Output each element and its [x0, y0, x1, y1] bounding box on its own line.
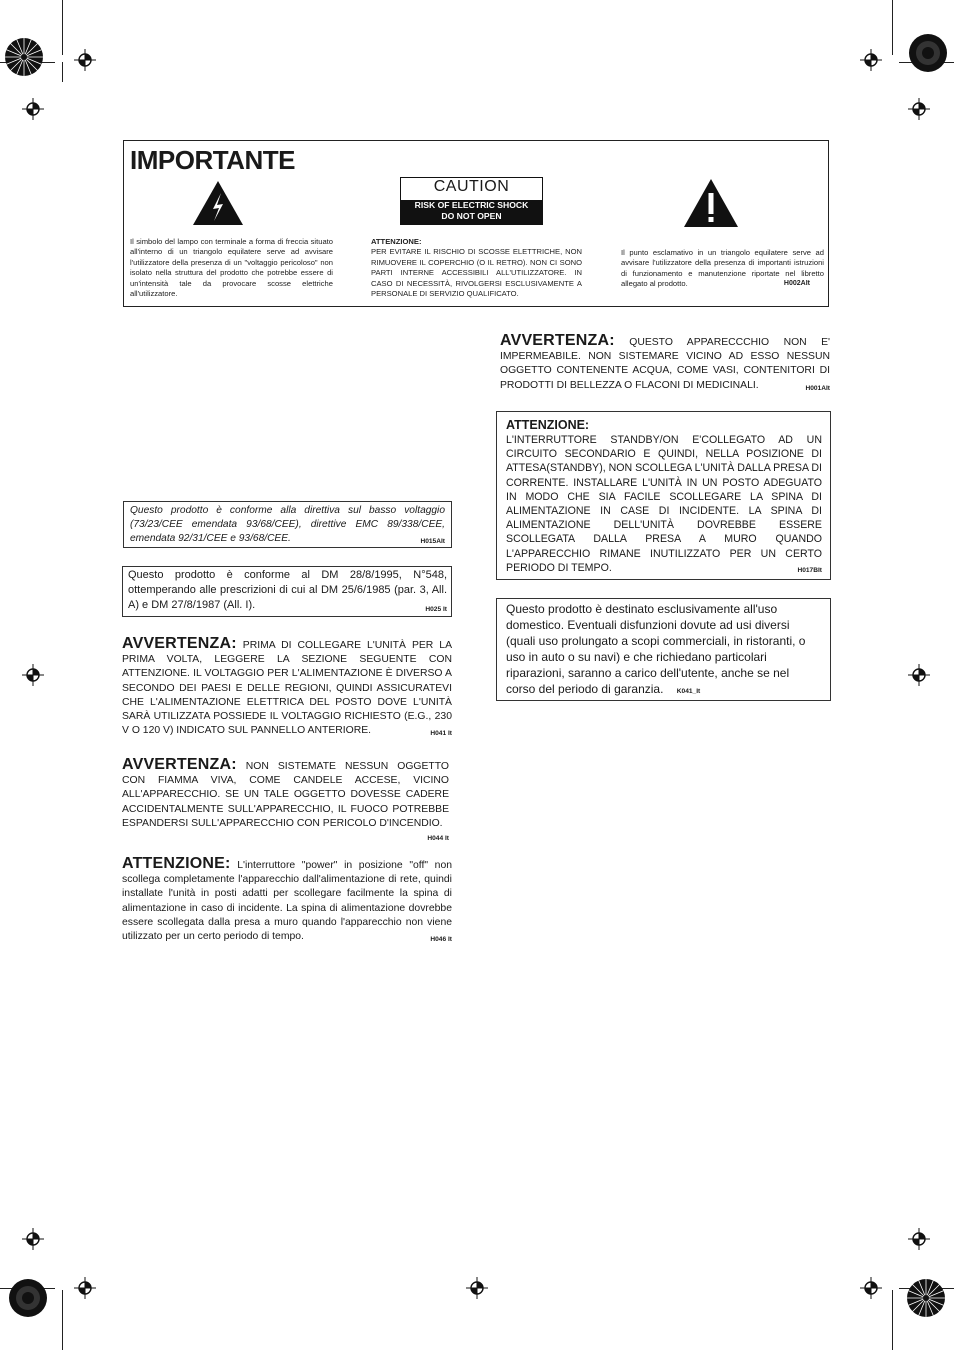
- attention-text: PER EVITARE IL RISCHIO DI SCOSSE ELETTRICHE, NON RIMUOVERE IL COPERCHIO (O IL RETRO). NON CI SONO PARTI INTERNE ACCESSIBILI ALL'UTILIZZATORE. IN CASO DI NECESSITÀ, RIVOLGERSI ESCLUSIVAMENTE A PERSONALE DI SERVIZIO QUALIFICATO.: [371, 247, 582, 299]
- flame-warning: AVVERTENZA: NON SISTEMATE NESSUN OGGETTO CON FIAMMA VIVA, COME CANDELE ACCESE, VICINO ALL'APPARECCHIO. SE UN TALE OGGETTO DOVESSE CADERE ACCIDENTALMENTE SULL'APPARECCHIO, IL FUOCO POTREBBE ESPANDERSI SULL'APPARECCHIO CON PERICOLO D'INCENDIO. H044 It: [122, 756, 449, 843]
- warning-lead: AVVERTENZA:: [500, 332, 615, 349]
- code-tag: H001AIt: [805, 384, 830, 392]
- registration-mark-icon: [22, 1228, 44, 1250]
- water-warning: AVVERTENZA: QUESTO APPARECCCHIO NON E' IMPERMEABILE. NON SISTEMARE VICINO AD ESSO NESSUN OGGETTO CONTENENTE ACQUA, COME VASI, CONTENITORI DI PRODOTTI DI BELLEZZA O FLACONI DI MEDICINALI. H001AIt: [500, 334, 830, 396]
- code-tag: H046 It: [430, 936, 452, 944]
- attention-explanation: [371, 237, 582, 299]
- code-tag: H002AIt: [783, 280, 810, 288]
- lightning-warning-icon: [192, 180, 244, 226]
- code-tag: H025 It: [425, 606, 447, 613]
- starburst-mark-icon: [906, 1278, 946, 1318]
- exclamation-warning-icon: [683, 178, 739, 228]
- code-tag: H017BIt: [797, 566, 822, 574]
- lightning-explanation: Il simbolo del lampo con terminale a forma di freccia situato all'interno di un triangolo equilatere serve ad avvisare l'utilizzatore della presenza di un "voltaggio pericoloso" non isolato nella struttura del prodotto che potrebbe essere di un'intensità tale da provocare scosse elettriche all'utilizzatore.: [130, 237, 333, 299]
- low-voltage-notice: Questo prodotto è conforme alla direttiva sul basso voltaggio (73/23/CEE emendata 93/68/CEE), direttive EMC 89/338/CEE, emendata 92/31/CEE e 93/68/CEE. H015AIt: [130, 504, 445, 548]
- registration-mark-icon: [22, 98, 44, 120]
- registration-mark-icon: [74, 1277, 96, 1299]
- registration-mark-icon: [860, 49, 882, 71]
- domestic-use-notice: Questo prodotto è destinato esclusivamente all'uso domestico. Eventuali disfunzioni dovute ad usi diversi (quali uso prolungato a scopi commerciali, in ristoranti, o uso in auto o su navi) e che richiedano particolari riparazioni, saranno a carico dell'utente, anche se nel corso del periodo di garanzia. K041_It: [506, 602, 806, 696]
- standby-heading: ATTENZIONE:: [506, 418, 590, 432]
- code-tag: H041 It: [430, 730, 452, 738]
- dm-notice: Questo prodotto è conforme al DM 28/8/1995, N°548, ottemperando alle prescrizioni di cui al DM 25/6/1985 (par. 3, All. A) e DM 27/8/1987 (All. I). H025 It: [128, 568, 447, 617]
- code-tag: H044 It: [427, 835, 449, 843]
- registration-mark-icon: [908, 98, 930, 120]
- warning-lead: AVVERTENZA:: [122, 756, 237, 773]
- starburst-mark-icon: [4, 37, 44, 77]
- page-title: IMPORTANTE: [130, 145, 295, 175]
- code-tag: H015AIt: [420, 537, 445, 545]
- registration-mark-icon: [466, 1277, 488, 1299]
- warning-lead: AVVERTENZA:: [122, 635, 237, 652]
- code-tag: K041_It: [676, 688, 701, 695]
- caution-line-2: DO NOT OPEN: [441, 211, 502, 221]
- power-switch-notice: ATTENZIONE: L'interruttore "power" in posizione "off" non scollega completamente l'apparecchio dall'alimentazione di rete, quindi installate l'unità in posti adatti per scollegare facilmente la spina di alimentazione in caso di incidente. La spina di alimentazione dovrebbe essere scollegata dalla presa a muro quando l'apparecchio non viene utilizzato per un certo periodo di tempo. H046 It: [122, 857, 452, 947]
- registration-mark-icon: [860, 1277, 882, 1299]
- registration-mark-icon: [74, 49, 96, 71]
- exclamation-explanation: Il punto esclamativo in un triangolo equilatere serve ad avvisare l'utilizzatore della presenza di importanti istruzioni di funzionamento e manutenzione riportate nel libretto allegato al prodotto. H002AIt: [621, 248, 824, 289]
- starburst-mark-icon: [908, 33, 948, 73]
- caution-band: [401, 200, 542, 224]
- registration-mark-icon: [22, 664, 44, 686]
- starburst-mark-icon: [8, 1278, 48, 1318]
- standby-notice: ATTENZIONE: L'INTERRUTTORE STANDBY/ON E'COLLEGATO AD UN CIRCUITO SECONDARIO E QUINDI, NELLA POSIZIONE DI ATTESA(STANDBY), NON SCOLLEGA L'UNITÀ DALLA PRESA DI CORRENTE. INSTALLARE L'UNITÀ IN UN POSTO ADEGUATO IN MODO CHE SIA FACILE SCOLLEGARE LA SPINA DI ALIMENTAZIONE IN CASE DI INCIDENTE. LA SPINA DI ALIMENTAZIONE DELL'UNITÀ DOVREBBE ESSERE SCOLLEGATA DALLA PRESA A MURO QUANDO L'APPARECCHIO RIMANE INUTILIZZATO PER UN CERTO PERIODO DI TEMPO. H017BIt: [506, 417, 822, 578]
- caution-word: CAUTION: [433, 178, 510, 195]
- registration-mark-icon: [908, 1228, 930, 1250]
- registration-mark-icon: [908, 664, 930, 686]
- attention-heading: ATTENZIONE:: [371, 237, 422, 246]
- caution-line-1: RISK OF ELECTRIC SHOCK: [414, 200, 529, 210]
- warning-lead: ATTENZIONE:: [122, 855, 231, 872]
- voltage-warning: AVVERTENZA: PRIMA DI COLLEGARE L'UNITÀ PER LA PRIMA VOLTA, LEGGERE LA SEZIONE SEGUENTE CON ATTENZIONE. IL VOLTAGGIO PER L'ALIMENTAZIONE È DIVERSO A SECONDO DEI PAESI E DELLE REGIONI, QUINDI ASSICURATEVI CHE L'ALIMENTAZIONE ELETTRICA DEL POSTO DOVE L'UNITÀ SARÀ UTILIZZATA POSSIEDE IL VOLTAGGIO RICHIESTO (E.G., 230 V O 120 V) INDICATO SUL PANNELLO ANTERIORE. H041 It: [122, 637, 452, 741]
